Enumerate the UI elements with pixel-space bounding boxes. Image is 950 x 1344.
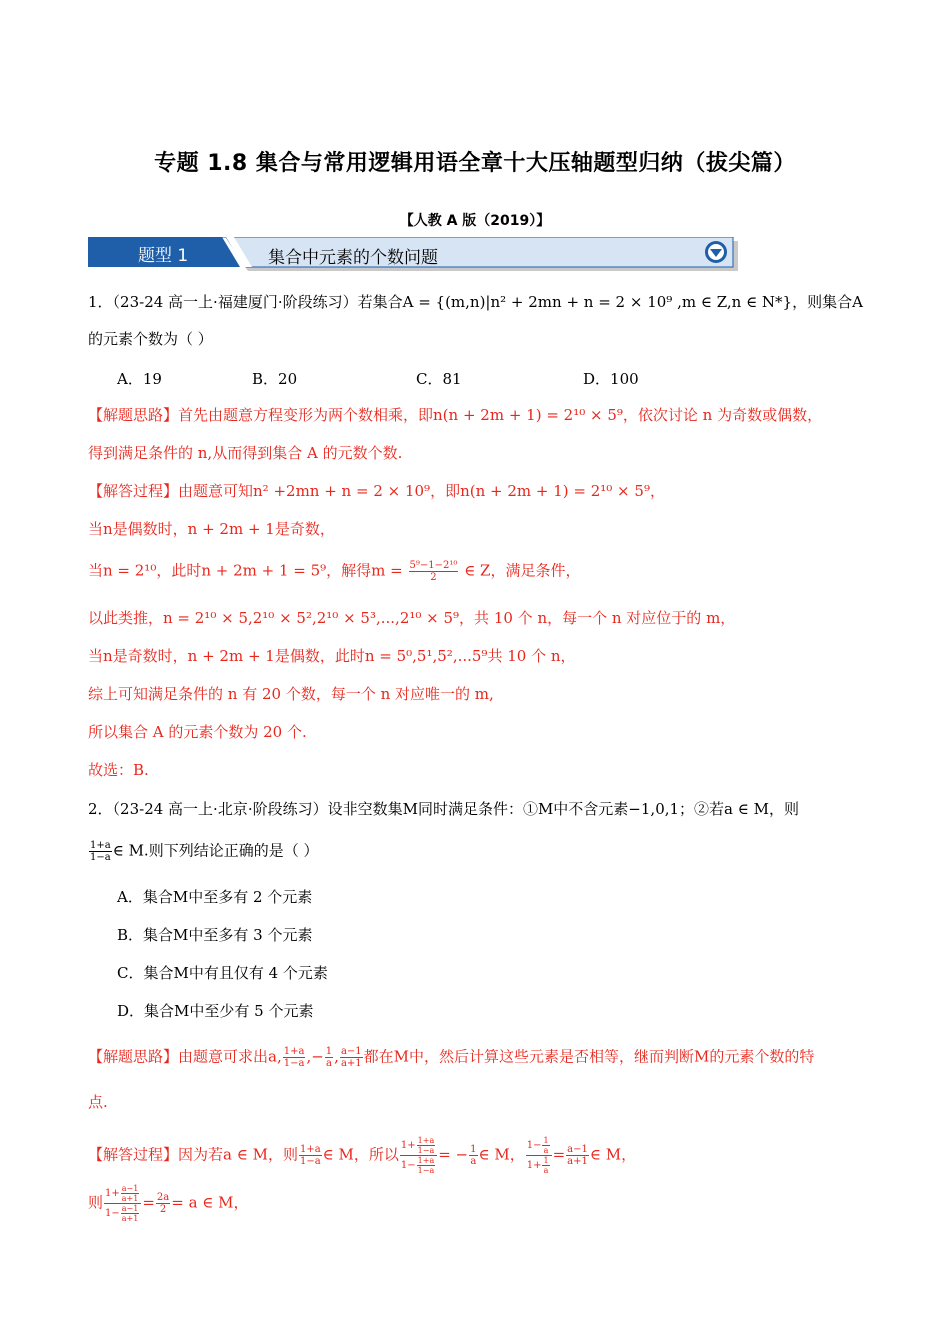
q1-proc-line1: 【解答过程】由题意可知n² +2mn + n = 2 × 10⁹，即n(n + 2m + 1) = 2¹⁰ × 5⁹，: [88, 482, 665, 500]
q2-line2: $\frac{1+a}{1-a}$ ∈ M.则下列结论正确的是（ ）: [90, 840, 319, 863]
q1-line1: 1．（23-24 高一上·福建厦门·阶段练习）若集合A = {(m,n)|n² + 2mn + n = 2 × 10⁹ ,m ∈ Z,n ∈ N*}，则集合A: [88, 293, 863, 311]
q1-idea-line1: 【解题思路】首先由题意方程变形为两个数相乘，即n(n + 2m + 1) = 2¹⁰ × 5⁹，依次讨论 n 为奇数或偶数，: [88, 406, 823, 424]
q1-set-expression: A = {(m,n)|n² + 2mn + n = 2 × 10⁹ ,m ∈ Z,n ∈ N*}: [402, 293, 793, 311]
q1-proc-line7: 所以集合 A 的元素个数为 20 个.: [88, 723, 307, 741]
q2-nested-fraction-3: 1+ $\frac{a-1}{a+1}$ 1− $\frac{a-1}{a+1}$: [104, 1184, 141, 1223]
edition-label: 【人教 A 版（2019）】: [399, 213, 551, 229]
q2-idea-line2: 点.: [88, 1093, 108, 1111]
q2-option-d: D．集合M中至少有 5 个元素: [117, 1002, 314, 1020]
chevron-down-circle-icon[interactable]: [705, 241, 727, 263]
q2-proc-label: 【解答过程】: [88, 1145, 179, 1164]
q1-option-b: B．20: [252, 370, 298, 388]
banner-number: 题型 1: [138, 246, 189, 266]
q1-proc-line4: 以此类推，n = 2¹⁰ × 5,2¹⁰ × 5²,2¹⁰ × 5³,...,2¹⁰ × 5⁹，共 10 个 n，每一个 n 对应位于的 m，: [88, 609, 736, 627]
q1-proc-line3: 当n = 2¹⁰，此时n + 2m + 1 = 5⁹，解得m = $\frac{\text{5⁹−1−2¹⁰}}{2}$ ∈ Z，满足条件，: [88, 560, 581, 583]
q2-option-c: C．集合M中有且仅有 4 个元素: [117, 964, 328, 982]
q1-option-c: C．81: [416, 370, 462, 388]
banner-topic: 集合中元素的个数问题: [268, 248, 438, 268]
q1-proc-label: 【解答过程】: [88, 482, 179, 500]
q1-fraction-m: $\frac{\text{5⁹−1−2¹⁰}}{2}$: [409, 560, 458, 583]
page-title: 专题 1.8 集合与常用逻辑用语全章十大压轴题型归纳（拔尖篇）: [154, 151, 796, 176]
q2-idea-line1: 【解题思路】由题意可求出a, $\frac{1+a}{1-a}$ ,− $\frac{1}{a}$ , $\frac{a-1}{a+1}$ 都在M中，然后计算这些元素是否相等，继而判断M的元素个数的特: [88, 1046, 815, 1069]
q1-line2: 的元素个数为（ ）: [88, 330, 213, 348]
q2-nested-fraction-1: 1+ $\frac{1+a}{1-a}$ 1− $\frac{1+a}{1-a}$: [400, 1136, 437, 1175]
q1-idea-label: 【解题思路】: [88, 406, 179, 424]
q2-nested-fraction-2: 1− $\frac{1}{a}$ 1+ $\frac{1}{a}$: [526, 1136, 552, 1175]
q1-proc-line2: 当n是偶数时，n + 2m + 1是奇数，: [88, 520, 335, 538]
q2-proc-line2: 则 1+ $\frac{a-1}{a+1}$ 1− $\frac{a-1}{a+1}$ = $\frac{2a}{2}$ = a ∈ M，: [88, 1184, 249, 1223]
topic-banner: [88, 237, 738, 271]
q2-proc-line1: 【解答过程】因为若a ∈ M，则 $\frac{1+a}{1-a}$ ∈ M，所以 1+ $\frac{1+a}{1-a}$ 1− $\frac{1+a}{1-a}$ = − $\frac{1}{a}$ ∈ M， 1− $\frac{1}{a}$ 1+ $\frac{1}{a}$ = $\frac{a-1}{a+1}$ ∈ M，: [88, 1136, 637, 1175]
q1-proc-line6: 综上可知满足条件的 n 有 20 个数，每一个 n 对应唯一的 m,: [88, 685, 494, 703]
q1-proc-line5: 当n是奇数时，n + 2m + 1是偶数，此时n = 5⁰,5¹,5²,...5⁹共 10 个 n，: [88, 647, 576, 665]
q2-fraction: $\frac{1+a}{1-a}$: [90, 840, 111, 863]
q2-line1: 2．（23-24 高一上·北京·阶段练习）设非空数集M同时满足条件：①M中不含元素−1,0,1；②若a ∈ M，则: [88, 800, 799, 818]
q2-option-b: B．集合M中至多有 3 个元素: [117, 926, 313, 944]
q1-answer: 故选：B.: [88, 761, 149, 779]
q1-option-a: A．19: [117, 370, 162, 388]
q2-option-a: A．集合M中至多有 2 个元素: [117, 888, 313, 906]
q1-option-d: D．100: [583, 370, 639, 388]
q1-idea-line2: 得到满足条件的 n,从而得到集合 A 的元数个数.: [88, 444, 403, 462]
q2-idea-label: 【解题思路】: [88, 1047, 179, 1066]
